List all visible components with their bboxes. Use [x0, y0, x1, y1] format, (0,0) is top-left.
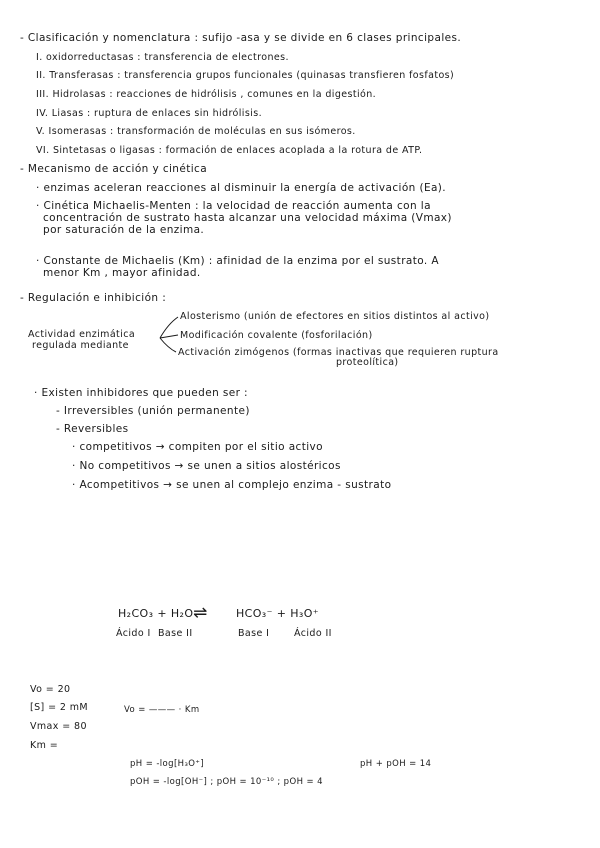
poh-formula: pOH = -log[OH⁻] ; pOH = 10⁻¹⁰ ; pOH = 4 — [130, 777, 323, 787]
label-acid-1: Ácido I — [116, 628, 151, 639]
inhibitors-irreversible: - Irreversibles (unión permanente) — [56, 405, 250, 417]
value-substrate: [S] = 2 mM — [30, 702, 88, 713]
equation-arrow: ⇌ — [193, 603, 208, 623]
ph-formula: pH = -log[H₃O⁺] — [130, 759, 204, 769]
inhibitor-uncompetitive: · Acompetitivos → se unen al complejo enzima - sustrato — [72, 479, 392, 491]
heading-classification: - Clasificación y nomenclatura : sufijo -asa y se divide en 6 clases principales. — [20, 32, 462, 44]
inhibitors-intro: · Existen inhibidores que pueden ser : — [34, 387, 248, 399]
label-acid-2: Ácido II — [294, 628, 332, 639]
inhibitor-noncompetitive: · No competitivos → se unen a sitios alostéricos — [72, 460, 341, 472]
bullet-michaelis-line1: · Cinética Michaelis-Menten : la velocidad de reacción aumenta con la — [36, 200, 431, 212]
value-vo: Vo = 20 — [30, 684, 71, 695]
bullet-activation-energy: · enzimas aceleran reacciones al disminuir la energía de activación (Ea). — [36, 182, 447, 194]
bullet-michaelis-line2: concentración de sustrato hasta alcanzar una velocidad máxima (Vmax) — [43, 212, 452, 224]
value-vmax: Vmax = 80 — [30, 721, 87, 732]
branch-covalent: Modificación covalente (fosforilación) — [180, 330, 373, 341]
branch-zymogen-line2: proteolítica) — [336, 357, 399, 368]
label-base-1: Base I — [238, 628, 270, 639]
inhibitors-reversible: - Reversibles — [56, 423, 129, 435]
regulation-left-line1: Actividad enzimática — [28, 329, 136, 340]
branch-allosterism: Alosterismo (unión de efectores en sitios distintos al activo) — [180, 311, 490, 322]
inhibitor-competitive: · competitivos → compiten por el sitio activo — [72, 441, 323, 453]
heading-mechanism: - Mecanismo de acción y cinética — [20, 163, 208, 175]
bullet-km-line2: menor Km , mayor afinidad. — [43, 267, 201, 279]
class-item-3: III. Hidrolasas : reacciones de hidrólisis , comunes en la digestión. — [36, 89, 377, 100]
label-base-2: Base II — [158, 628, 193, 639]
class-item-5: V. Isomerasas : transformación de moléculas en sus isómeros. — [36, 126, 356, 137]
class-item-4: IV. Liasas : ruptura de enlaces sin hidrólisis. — [36, 108, 263, 119]
value-km: Km = — [30, 740, 59, 751]
bullet-michaelis-line3: por saturación de la enzima. — [43, 224, 205, 236]
bullet-km-line1: · Constante de Michaelis (Km) : afinidad de la enzima por el sustrato. A — [36, 255, 439, 267]
equation-left: H₂CO₃ + H₂O — [118, 607, 194, 620]
branch-zymogen-line1: Activación zimógenos (formas inactivas que requieren ruptura — [178, 347, 499, 358]
regulation-left-line2: regulada mediante — [32, 340, 129, 351]
class-item-2: II. Transferasas : transferencia grupos funcionales (quinasas transfieren fosfatos) — [36, 70, 455, 81]
class-item-1: I. oxidorreductasas : transferencia de electrones. — [36, 52, 289, 63]
class-item-6: VI. Sintetasas o ligasas : formación de enlaces acoplada a la rotura de ATP. — [36, 145, 423, 156]
michaelis-formula: Vo = ——— · Km — [124, 705, 200, 715]
ph-poh-sum: pH + pOH = 14 — [360, 759, 432, 769]
equation-right: HCO₃⁻ + H₃O⁺ — [236, 607, 319, 620]
heading-regulation: - Regulación e inhibición : — [20, 292, 167, 304]
